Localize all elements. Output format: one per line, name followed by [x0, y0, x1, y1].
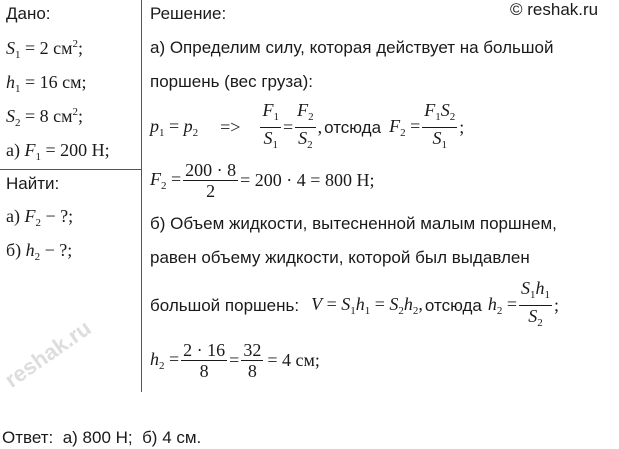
part-a-text-2: поршень (вес груза): [150, 72, 313, 91]
part-a-text-1: а) Определим силу, которая действует на большой [150, 38, 554, 57]
divider-vertical [141, 0, 142, 392]
given-s1: $S_1 = 2$ $см^2$; [6, 38, 84, 61]
given-f1: а) $F_1 = 200$ Н; [6, 140, 110, 163]
copyright-watermark: © reshak.ru [510, 0, 599, 19]
given-s2: $S_2 = 8$ $см^2$; [6, 106, 84, 129]
solution-title: Решение: [150, 4, 227, 23]
f2-calculation: $F_2$ = $\frac{200 \cdot 8}{2}$ = 200 · 4 = 800 Н; [150, 160, 375, 201]
part-b-text-2: равен объему жидкости, которой был выдавлен [150, 248, 530, 267]
find-title: Найти: [6, 174, 60, 193]
find-f2: а) $F_2$ − ?; [6, 206, 74, 229]
given-title: Дано: [6, 4, 51, 23]
divider-horizontal [0, 169, 141, 170]
volume-equation: большой поршень: $V = S_1h_1 = S_2h_2$, отсюда $h_2$ = $\frac{S_1h_1}{S_2}$ ; [150, 278, 560, 329]
find-h2: б) $h_2$ − ?; [6, 240, 73, 263]
pressure-equation: $p_1 = p_2$ => $\frac{F_1}{S_1}$ = $\frac{F_2}{S_2}$ , отсюда $F_2$ = $\frac{F_1S_2}{S_1}$ ; [150, 100, 465, 151]
part-b-text-1: б) Объем жидкости, вытесненной малым поршнем, [150, 214, 557, 233]
answer-line: Ответ: а) 800 Н; б) 4 см. [2, 428, 202, 447]
reshak-watermark-logo: reshak.ru [0, 315, 96, 393]
h2-calculation: $h_2$ = $\frac{2 \cdot 16}{8}$ = $\frac{32}{8}$ = 4 см; [150, 340, 320, 381]
given-h1: $h_1 = 16$ см; [6, 72, 87, 95]
